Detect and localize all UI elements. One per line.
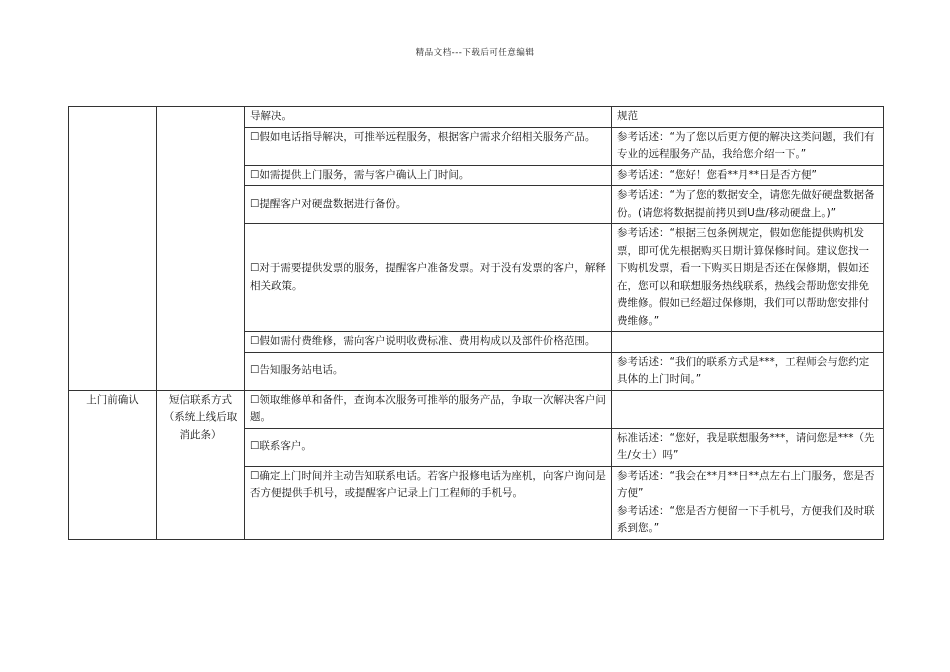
script-cell <box>612 466 884 539</box>
script-line: 参考话述：“我会在**月**日**点左右上门服务，您是否方便” <box>617 469 875 499</box>
table-row <box>69 107 884 128</box>
script-line: 参考话述：“您是否方便留一下手机号，方便我们及时联系到您。” <box>617 504 875 534</box>
task-cell: ☐确定上门时间并主动告知联系电话。若客户报修电话为座机，向客户询问是否方便提供手机号，或提醒客户记录上门工程师的手机号。 <box>245 466 612 539</box>
task-cell: 导解决。 <box>245 107 612 128</box>
script-cell: 标准话述：“您好，我是联想服务***，请问您是***（先生/女士）吗” <box>612 428 884 466</box>
task-cell: ☐告知服务站电话。 <box>245 352 612 390</box>
task-cell: ☐联系客户。 <box>245 428 612 466</box>
page-header: 精品文档---下载后可任意编辑 <box>415 48 535 58</box>
task-cell: ☐假如电话指导解决，可推举远程服务，根据客户需求介绍相关服务产品。 <box>245 127 612 165</box>
task-cell: ☐如需提供上门服务，需与客户确认上门时间。 <box>245 165 612 186</box>
stage-cell: 上门前确认 <box>69 390 157 539</box>
task-cell: ☐假如需付费维修，需向客户说明收费标准、费用构成以及部件价格范围。 <box>245 332 612 353</box>
script-cell: 参考话述：“为了您以后更方便的解决这类问题，我们有专业的远程服务产品，我给您介绍一下。” <box>612 127 884 165</box>
script-cell: 参考话述：“我们的联系方式是***，工程师会与您约定具体的上门时间。” <box>612 352 884 390</box>
method-cell-empty <box>157 107 245 391</box>
task-cell: ☐领取维修单和备件，查询本次服务可推举的服务产品，争取一次解决客户问题。 <box>245 390 612 428</box>
script-cell <box>612 332 884 353</box>
script-cell: 参考话述：“您好！您看**月**日是否方便” <box>612 165 884 186</box>
script-cell: 规范 <box>612 107 884 128</box>
method-cell: 短信联系方式（系统上线后取消此条） <box>157 390 245 539</box>
script-cell: 参考话述：“根据三包条例规定，假如您能提供购机发票，即可优先根据购买日期计算保修时间。建议您找一下购机发票，看一下购买日期是否还在保修期，假如还在，您可以和联想服务热线联系，热线会帮助您安排免费维修。假如已经超过保修期，我们可以帮助您安排付费维修。” <box>612 224 884 332</box>
task-cell: ☐对于需要提供发票的服务，提醒客户准备发票。对于没有发票的客户，解释相关政策。 <box>245 224 612 332</box>
task-cell: ☐提醒客户对硬盘数据进行备份。 <box>245 186 612 224</box>
service-procedure-table <box>68 106 884 540</box>
stage-cell-empty <box>69 107 157 391</box>
table-row <box>69 390 884 428</box>
script-cell: 参考话述：“为了您的数据安全，请您先做好硬盘数据备份。(请您将数据提前拷贝到U盘/移动硬盘上。)” <box>612 186 884 224</box>
script-cell <box>612 390 884 428</box>
